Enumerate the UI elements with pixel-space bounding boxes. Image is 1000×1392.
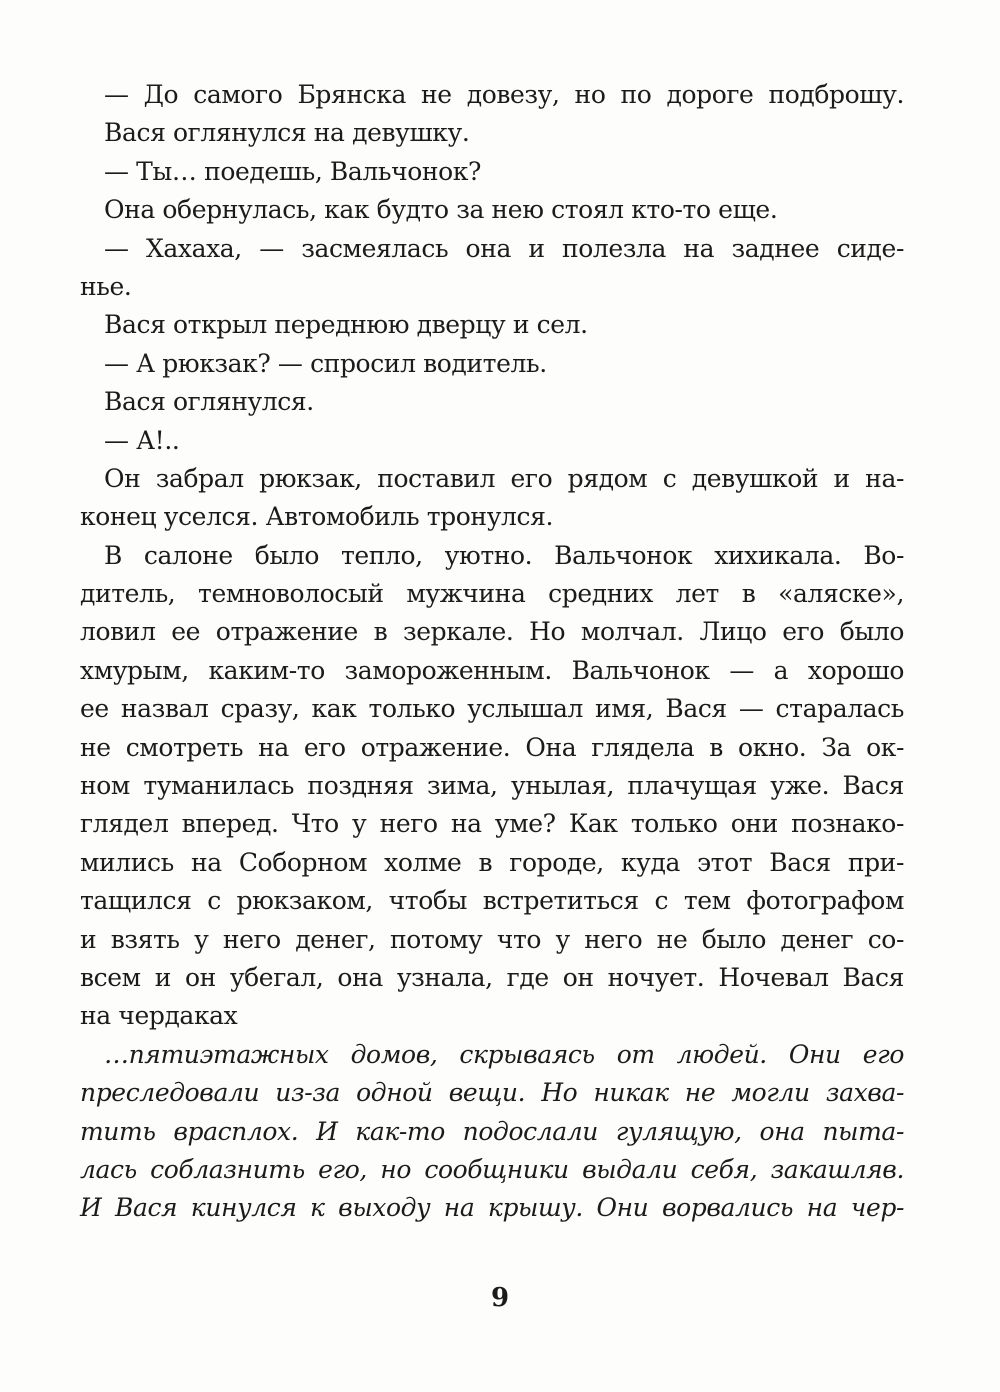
page-text xyxy=(80,76,904,1228)
text-line: глядел вперед. Что у него на уме? Как только они познако- xyxy=(80,809,904,839)
text-line: нье. xyxy=(80,271,132,301)
text-line: ловил ее отражение в зеркале. Но молчал. Лицо его было xyxy=(80,617,904,647)
text-line: Вася оглянулся на девушку. xyxy=(104,118,470,148)
text-line: преследовали из-за одной вещи. Но никак не могли захва- xyxy=(80,1078,904,1108)
text-line: на чердаках xyxy=(80,1001,238,1031)
text-line: лась соблазнить его, но сообщники выдали себя, закашляв. xyxy=(80,1154,904,1184)
text-line: — А рюкзак? — спросил водитель. xyxy=(104,348,547,378)
text-line: Вася открыл переднюю дверцу и сел. xyxy=(104,310,588,340)
text-line: — Хахаха, — засмеялась она и полезла на заднее сиде- xyxy=(104,233,904,263)
text-line: ее назвал сразу, как только услышал имя, Вася — старалась xyxy=(80,694,904,724)
text-line: — До самого Брянска не довезу, но по дороге подброшу. xyxy=(104,80,904,109)
text-line: В салоне было тепло, уютно. Вальчонок хихикала. Во- xyxy=(104,540,904,570)
text-line: И Вася кинулся к выходу на крышу. Они ворвались на чер- xyxy=(80,1193,904,1223)
text-line: Вася оглянулся. xyxy=(104,387,314,417)
text-line: Он забрал рюкзак, поставил его рядом с девушкой и на- xyxy=(104,463,904,493)
text-line: — Ты… поедешь, Вальчонок? xyxy=(104,156,481,186)
text-line: тить врасплох. И как-то подослали гулящую, она пыта- xyxy=(80,1116,904,1146)
text-line: …пятиэтажных домов, скрываясь от людей. Они его xyxy=(104,1039,904,1069)
text-line: всем и он убегал, она узнала, где он ночует. Ночевал Вася xyxy=(80,962,904,992)
text-line: конец уселся. Автомобиль тронулся. xyxy=(80,502,554,532)
text-line: ном туманилась поздняя зима, унылая, плачущая уже. Вася xyxy=(80,771,904,801)
text-line: и взять у него денег, потому что у него не было денег со- xyxy=(80,924,904,954)
text-line: не смотреть на его отражение. Она глядела в окно. За ок- xyxy=(80,732,904,762)
text-line: хмурым, каким-то замороженным. Вальчонок — а хорошо xyxy=(80,655,904,685)
text-line: дитель, темноволосый мужчина средних лет в «аляске», xyxy=(80,579,904,609)
page-number: 9 xyxy=(490,1283,510,1313)
text-line: мились на Соборном холме в городе, куда этот Вася при- xyxy=(80,847,904,877)
text-line: — А!.. xyxy=(104,425,180,455)
text-line: тащился с рюкзаком, чтобы встретиться с тем фотографом xyxy=(80,886,904,916)
text-line: Она обернулась, как будто за нею стоял кто-то еще. xyxy=(104,195,778,225)
